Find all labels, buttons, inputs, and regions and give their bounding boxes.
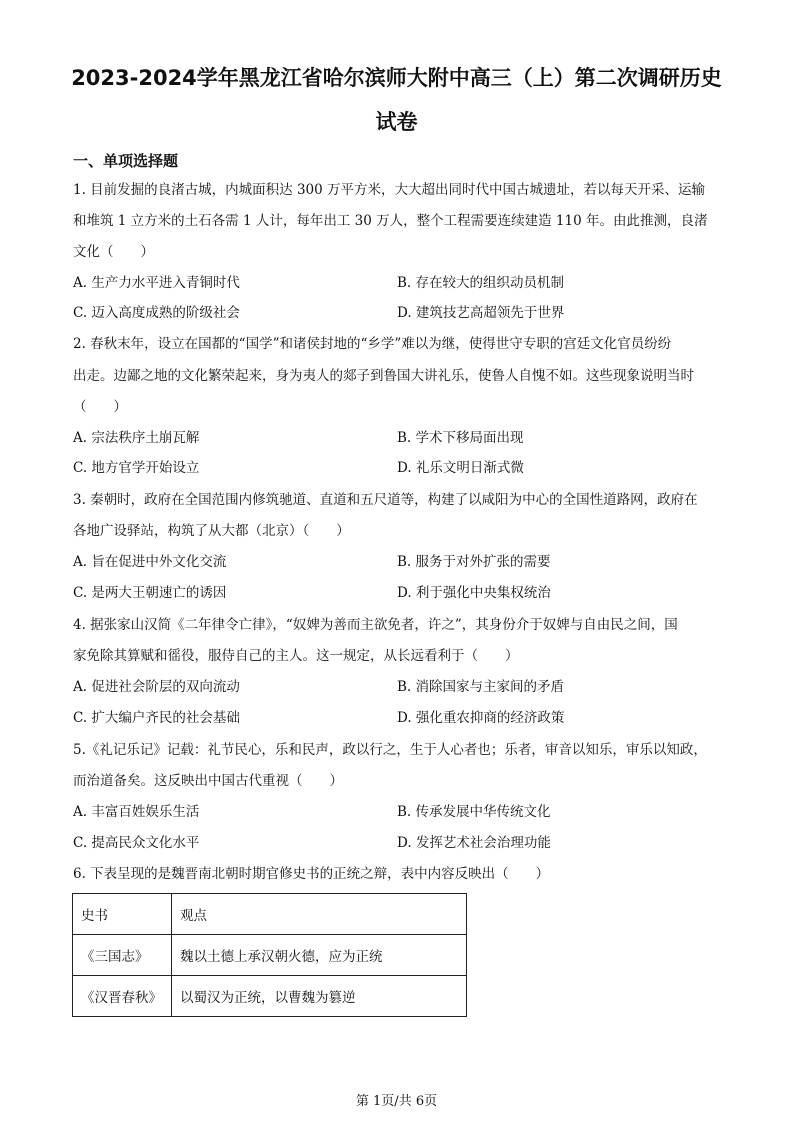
q5-option-a: A. 丰富百姓娱乐生活 — [73, 804, 200, 820]
q2-option-c: C. 地方官学开始设立 — [73, 460, 200, 476]
q2-stem-line2: 出走。边鄙之地的文化繁荣起来，身为夷人的郯子到鲁国大讲礼乐，使鲁人自愧不如。这些现象说明当时 — [73, 368, 694, 384]
q2-option-b: B. 学术下移局面出现 — [397, 430, 524, 446]
q5-option-d: D. 发挥艺术社会治理功能 — [397, 835, 551, 851]
q1-option-a: A. 生产力水平进入青铜时代 — [73, 275, 240, 291]
q1-stem-line3: 文化（ ） — [73, 244, 154, 260]
q3-stem-line2: 各地广设驿站，构筑了从大都（北京）（ ） — [73, 523, 350, 539]
q4-option-a: A. 促进社会阶层的双向流动 — [73, 679, 240, 695]
q2-stem-line1: 2. 春秋末年，设立在国都的“国学”和诸侯封地的“乡学”难以为继，使得世守专职的宫廷文化官员纷纷 — [73, 336, 672, 352]
table-header-row — [73, 894, 467, 935]
q5-option-b: B. 传承发展中华传统文化 — [397, 804, 551, 820]
q3-option-c: C. 是两大王朝速亡的诱因 — [73, 585, 227, 601]
q1-option-c: C. 迈入高度成熟的阶级社会 — [73, 305, 240, 321]
q2-stem-line3: （ ） — [73, 399, 127, 415]
q1-option-b: B. 存在较大的组织动员机制 — [397, 275, 565, 291]
q3-option-d: D. 利于强化中央集权统治 — [397, 585, 551, 601]
q6-stem-line1: 6. 下表呈现的是魏晋南北朝时期官修史书的正统之辩，表中内容反映出（ ） — [73, 866, 550, 882]
table-row — [73, 935, 467, 976]
q3-stem-line1: 3. 秦朝时，政府在全国范围内修筑驰道、直道和五尺道等，构建了以咸阳为中心的全国性道路网，政府在 — [73, 492, 698, 508]
q4-stem-line1: 4. 据张家山汉简《二年律令亡律》，“奴婢为善而主欲免者，许之”，其身份介于奴婢与自由民之间，国 — [73, 617, 678, 633]
table-cell: 魏以土德上承汉朝火德，应为正统 — [172, 935, 467, 976]
table-cell: 以蜀汉为正统，以曹魏为篡逆 — [172, 976, 467, 1017]
table-cell: 《三国志》 — [73, 935, 172, 976]
q4-option-d: D. 强化重农抑商的经济政策 — [397, 710, 565, 726]
q2-option-a: A. 宗法秩序土崩瓦解 — [73, 430, 200, 446]
page-footer: 第 1页/共 6页 — [355, 1094, 438, 1109]
exam-title-line1: 2023-2024学年黑龙江省哈尔滨师大附中高三（上）第二次调研历史 — [71, 66, 722, 90]
q4-option-b: B. 消除国家与主家间的矛盾 — [397, 679, 565, 695]
q5-stem-line1: 5.《礼记乐记》记载：礼节民心，乐和民声，政以行之，生于人心者也；乐者，审音以知乐，审乐以知政， — [73, 742, 707, 758]
table-cell: 《汉晋春秋》 — [73, 976, 172, 1017]
q5-option-c: C. 提高民众文化水平 — [73, 835, 200, 851]
table-header-cell: 观点 — [172, 894, 467, 935]
table-row — [73, 976, 467, 1017]
q3-option-b: B. 服务于对外扩张的需要 — [397, 554, 551, 570]
q5-stem-line2: 而治道备矣。这反映出中国古代重视（ ） — [73, 773, 343, 789]
history-table — [72, 893, 467, 1017]
section-heading: 一、单项选择题 — [73, 152, 179, 170]
q2-option-d: D. 礼乐文明日渐式微 — [397, 460, 524, 476]
exam-title-line2: 试卷 — [375, 110, 418, 134]
q1-stem-line1: 1. 目前发掘的良渚古城，内城面积达 300 万平方米，大大超出同时代中国古城遗址，若以每天开采、运输 — [73, 182, 706, 198]
q1-stem-line2: 和堆筑 1 立方米的土石各需 1 人计，每年出工 30 万人，整个工程需要连续建造 110 年。由此推测，良渚 — [73, 213, 708, 229]
table-header-cell: 史书 — [73, 894, 172, 935]
q3-option-a: A. 旨在促进中外文化交流 — [73, 554, 227, 570]
q4-option-c: C. 扩大编户齐民的社会基础 — [73, 710, 240, 726]
q1-option-d: D. 建筑技艺高超领先于世界 — [397, 305, 565, 321]
q4-stem-line2: 家免除其算赋和徭役，服侍自己的主人。这一规定，从长远看利于（ ） — [73, 648, 519, 664]
